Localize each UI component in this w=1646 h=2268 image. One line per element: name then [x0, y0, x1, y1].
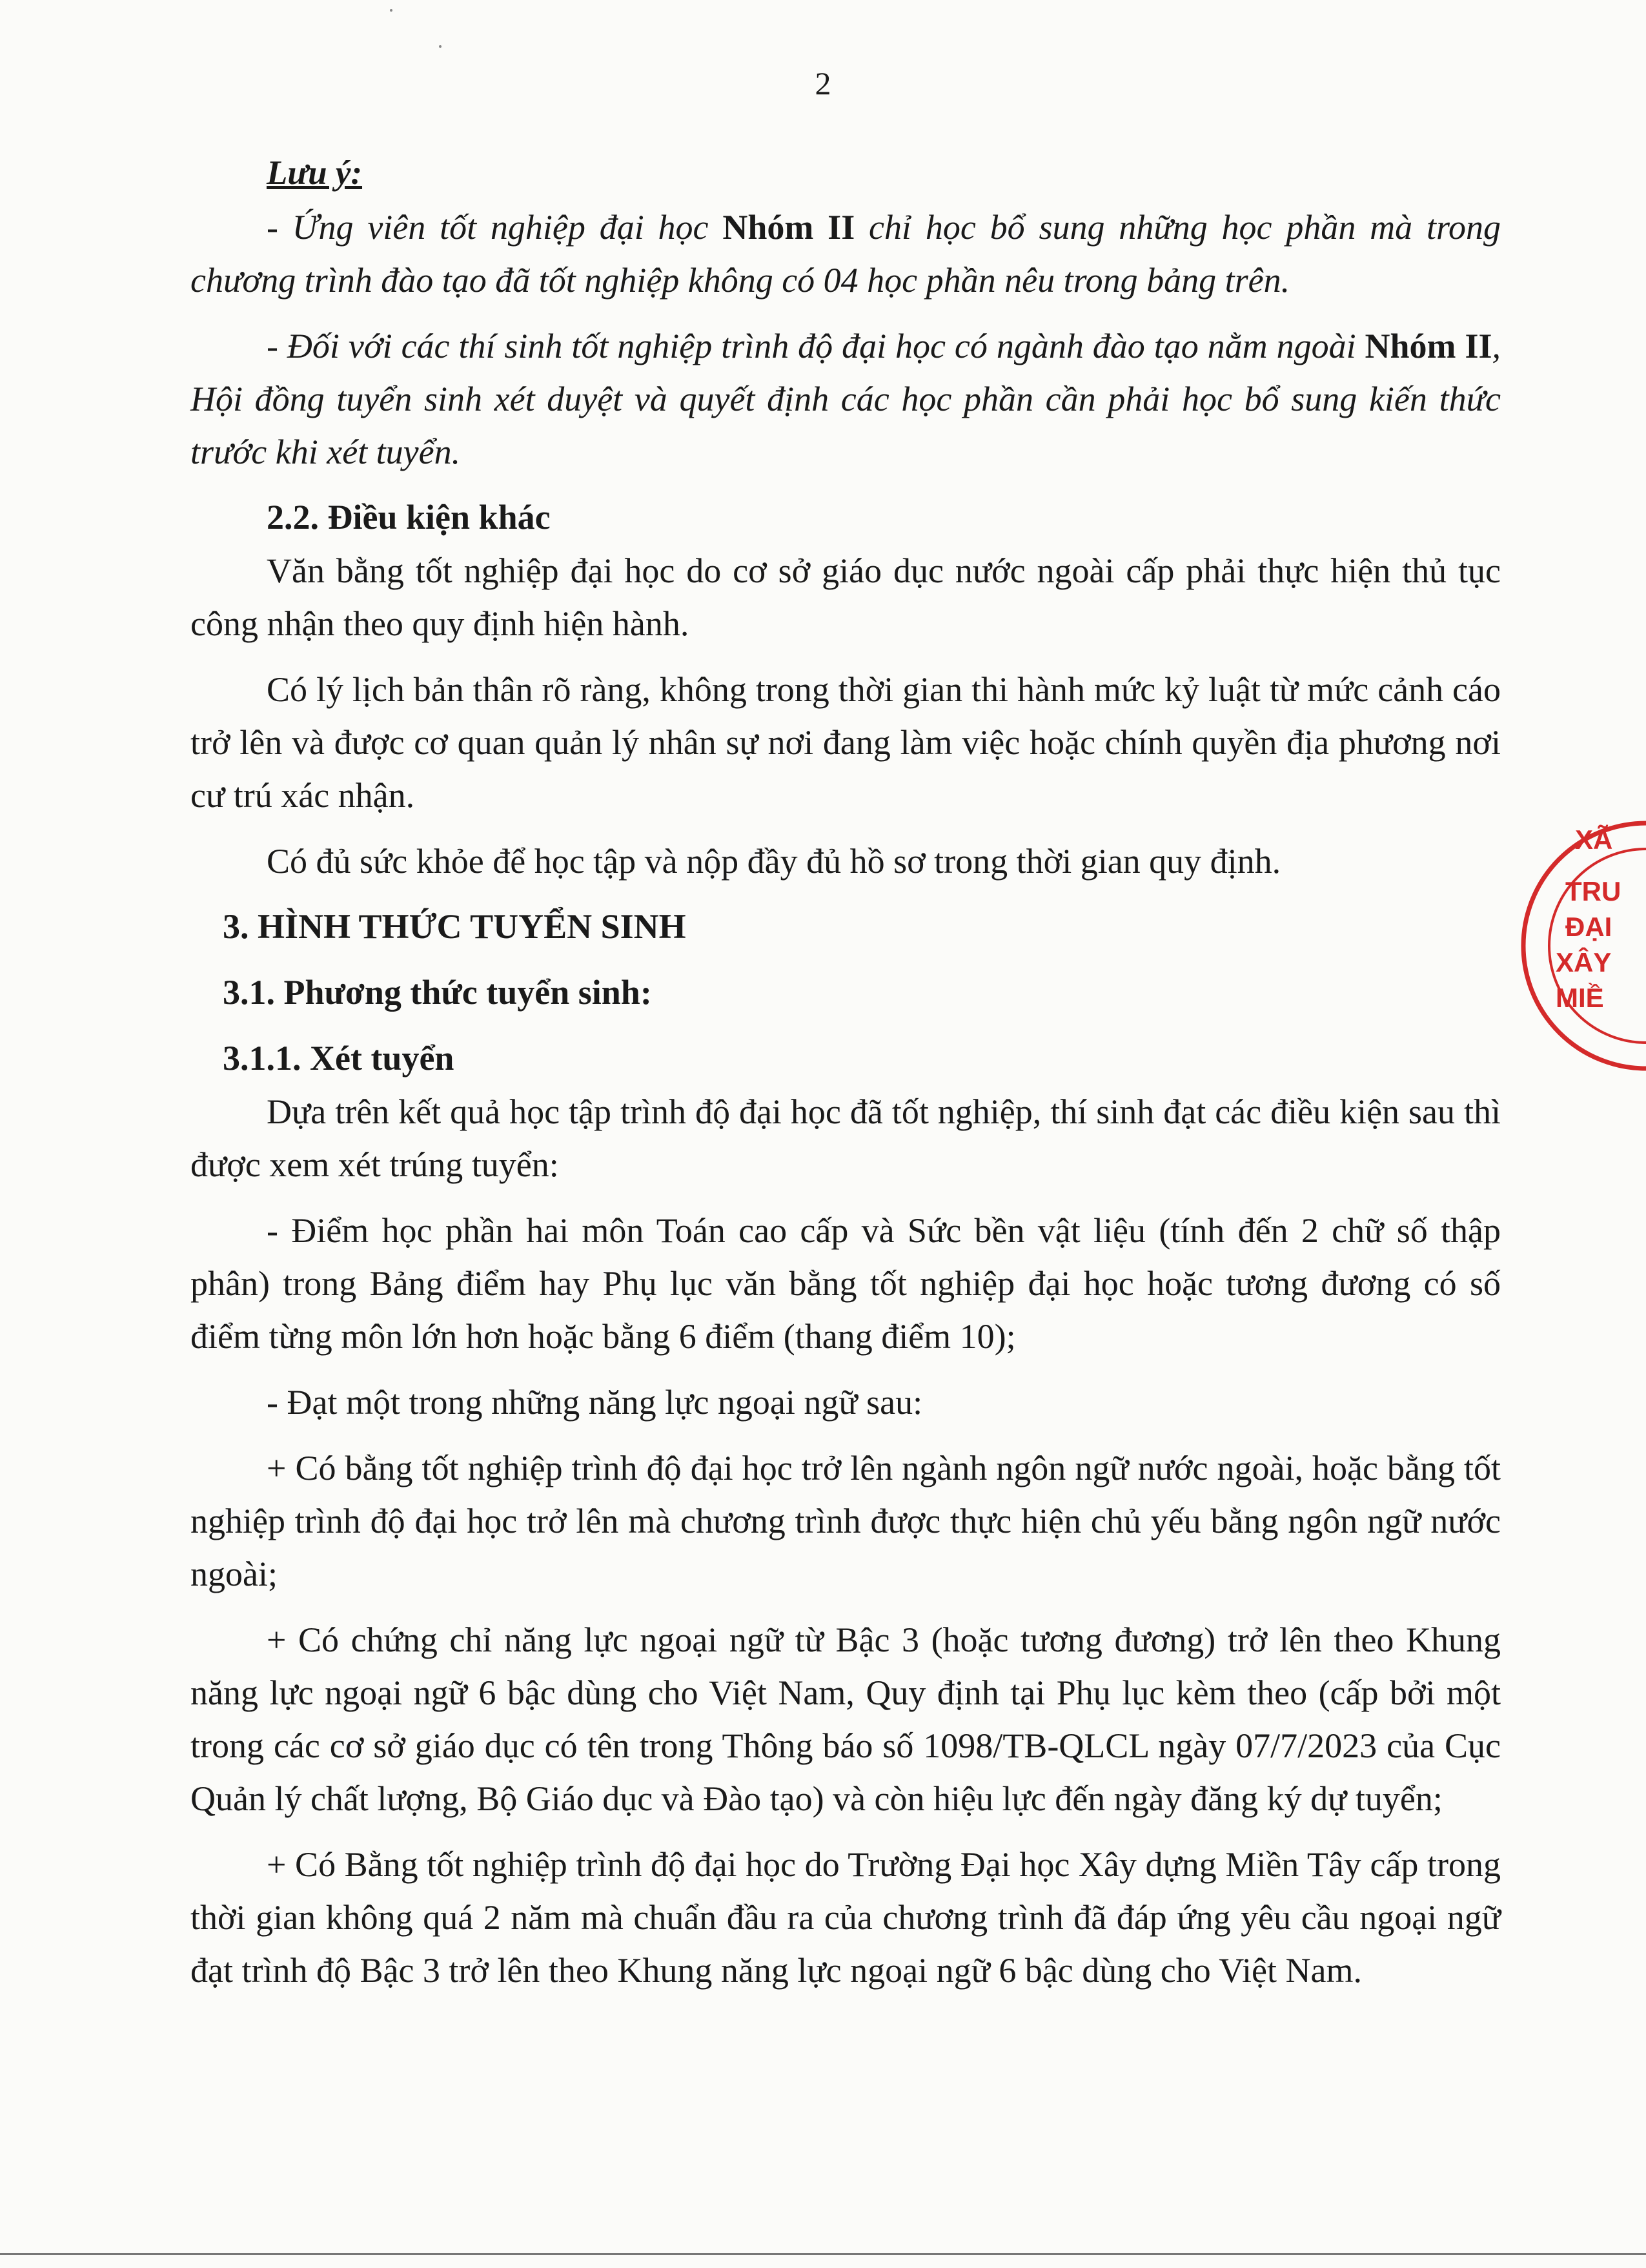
- section-2-2-paragraph-2: Có lý lịch bản thân rõ ràng, không trong thời gian thi hành mức kỷ luật từ mức cảnh cáo trở lên và được cơ quan quản lý nhân sự nơi đang làm việc hoặc chính quyền địa phương nơi cư trú xác nhận.: [190, 670, 1501, 815]
- page-bottom-edge: [0, 2253, 1646, 2255]
- note-paragraph-1: [190, 201, 1501, 307]
- seal-outer-ring: [1523, 823, 1646, 1068]
- note-paragraph-2: [190, 320, 1501, 478]
- section-3-1-1-paragraph-6: + Có Bằng tốt nghiệp trình độ đại học do Trường Đại học Xây dựng Miền Tây cấp trong thời gian không quá 2 năm mà chuẩn đầu ra của chương trình đã đáp ứng yêu cầu ngoại ngữ đạt trình độ Bậc 3 trở lên theo Khung năng lực ngoại ngữ 6 bậc dùng cho Việt Nam.: [190, 1845, 1501, 1990]
- note-p1-text-a: - Ứng viên tốt nghiệp đại học: [267, 208, 723, 247]
- section-3-1-1-paragraph-4: + Có bằng tốt nghiệp trình độ đại học trở lên ngành ngôn ngữ nước ngoài, hoặc bằng tốt nghiệp trình độ đại học trở lên mà chương trình được thực hiện chủ yếu bằng ngôn ngữ nước ngoài;: [190, 1449, 1501, 1593]
- section-3-1-1-paragraph-3: - Đạt một trong những năng lực ngoại ngữ sau:: [267, 1383, 923, 1422]
- note-p2-text-a: - Đối với các thí sinh tốt nghiệp trình độ đại học có ngành đào tạo nằm ngoài: [267, 327, 1365, 365]
- section-2-2-paragraph-1: Văn bằng tốt nghiệp đại học do cơ sở giáo dục nước ngoài cấp phải thực hiện thủ tục công nhận theo quy định hiện hành.: [190, 551, 1501, 643]
- section-3-1-1-paragraph-5: + Có chứng chỉ năng lực ngoại ngữ từ Bậc 3 (hoặc tương đương) trở lên theo Khung năng lực ngoại ngữ 6 bậc dùng cho Việt Nam, Quy định tại Phụ lục kèm theo (cấp bởi một trong các cơ sở giáo dục có tên trong Thông báo số 1098/TB-QLCL ngày 07/7/2023 của Cục Quản lý chất lượng, Bộ Giáo dục và Đào tạo) và còn hiệu lực đến ngày đăng ký dự tuyển;: [190, 1620, 1501, 1818]
- section-3-1-1-heading: 3.1.1. Xét tuyển: [223, 1039, 454, 1078]
- page-number: 2: [815, 65, 831, 101]
- official-seal-stamp: [1504, 804, 1646, 1088]
- page-body: [190, 145, 1501, 1997]
- seal-text-line: ĐẠI: [1565, 912, 1612, 942]
- note-p1-group: Nhóm II: [722, 208, 855, 247]
- note-p1-text-c: chỉ học bổ sung những học phần mà trong chương trình đào tạo đã tốt nghiệp không có 04 học phần nêu trong bảng trên.: [190, 208, 1501, 300]
- section-3-1-1-paragraph-1: Dựa trên kết quả học tập trình độ đại học đã tốt nghiệp, thí sinh đạt các điều kiện sau thì được xem xét trúng tuyển:: [190, 1092, 1501, 1184]
- seal-text-line: MIỀ: [1556, 983, 1604, 1013]
- note-p2-text-c: , Hội đồng tuyển sinh xét duyệt và quyết định các học phần cần phải học bổ sung kiến thức trước khi xét tuyển.: [190, 327, 1501, 471]
- seal-text-line: TRU: [1565, 876, 1621, 906]
- seal-text-line: XÃ: [1575, 824, 1613, 855]
- note-title: Lưu ý:: [267, 154, 363, 192]
- section-2-2-heading: 2.2. Điều kiện khác: [267, 498, 551, 536]
- seal-text-line: XÂY: [1556, 947, 1612, 977]
- section-3-heading: 3. HÌNH THỨC TUYỂN SINH: [223, 907, 686, 946]
- scan-speck: [439, 45, 442, 48]
- section-3-1-1-paragraph-2: - Điểm học phần hai môn Toán cao cấp và Sức bền vật liệu (tính đến 2 chữ số thập phân) trong Bảng điểm hay Phụ lục văn bằng tốt nghiệp đại học hoặc tương đương có số điểm từng môn lớn hơn hoặc bằng 6 điểm (thang điểm 10);: [190, 1211, 1501, 1356]
- section-3-1-heading: 3.1. Phương thức tuyển sinh:: [223, 973, 652, 1012]
- scan-speck: [390, 9, 392, 12]
- section-2-2-paragraph-3: Có đủ sức khỏe để học tập và nộp đầy đủ hồ sơ trong thời gian quy định.: [267, 842, 1281, 881]
- note-p2-group: Nhóm II: [1365, 327, 1492, 365]
